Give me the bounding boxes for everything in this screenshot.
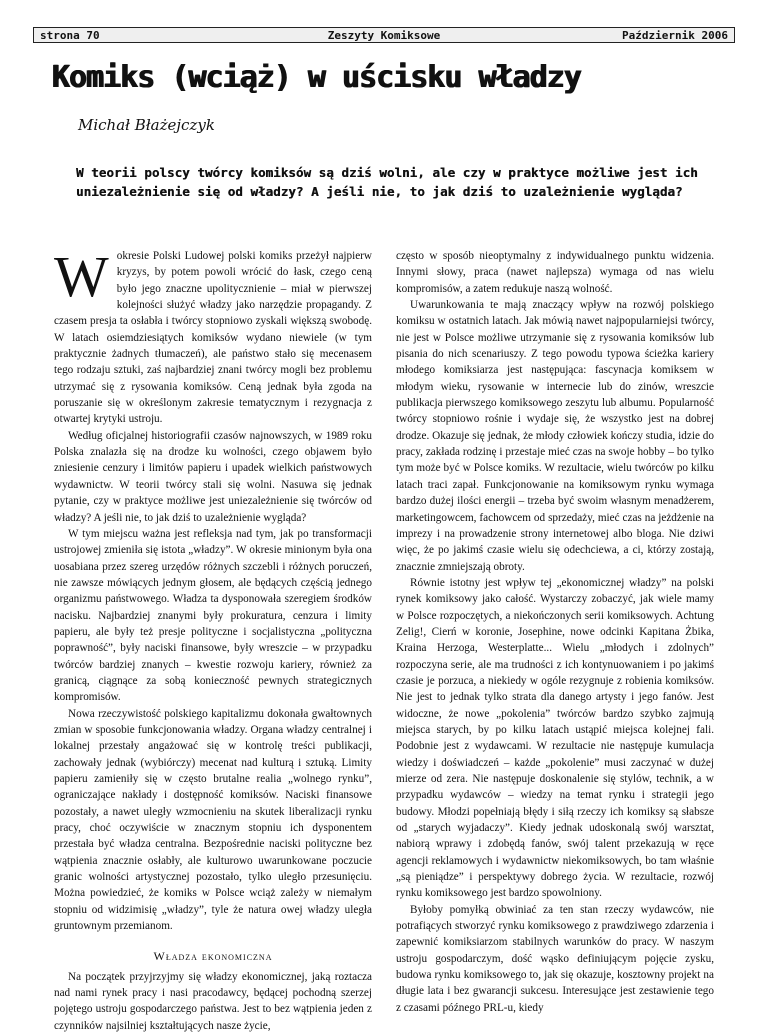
paragraph: Nowa rzeczywistość polskiego kapitalizmu dokonała gwałtownych zmian w sposobie funkcjonowania władzy. Organa władzy centralnej i lokalnej przestały angażować się w kontrolę treści publikacji, zachowały jednak (wybiórczy) mecenat nad kulturą i sztuką. Limity papieru zamieniły się w często brutalne realia „wolnego rynku”, ograniczające nakłady i dostępność komiksów. Naciski finansowe pozostały, a nawet uległy wzmocnieniu na skutek liberalizacji rynku pracy, choć oczywiście w znacznym stopniu ich dysponentem przestała być władza centralna. Bezpośrednie naciski polityczne bez wątpienia znacznie osłabły, ale kulturowo uwarunkowane poczucie granic wolności artystycznej pozostało, tylko uległo przesunięciu. Można powiedzieć, że komiks w Polsce wciąż zależy w niemałym stopniu od widzimisię „władzy”, tyle że natura owej władzy uległa gruntownym przemianom.: [54, 707, 372, 933]
article-lead: W teorii polscy twórcy komiksów są dziś wolni, ale czy w praktyce możliwe jest ich uniezależnienie się od władzy? A jeśli nie, to jak dziś to uzależnienie wygląda?: [76, 165, 698, 199]
text-column-right: [396, 248, 714, 1016]
paragraph: W tym miejscu ważna jest refleksja nad tym, jak po transformacji ustrojowej zmieniła się istota „władzy”. W okresie minionym była ona uosabiana przez szereg urzędów różnych szczebli i różnych poruczeń, nie zawsze mówiących jednym głosem, ale będących częścią jednego organizmu państwowego. Władza ta dysponowała szeregiem środków nacisku. Najbardziej znanymi były prokuratura, cenzura i limity papieru, ale były też presje polityczne i socjalistyczna „polityczna poprawność”, były naciski finansowe, były wreszcie – w przypadku twórców bardziej znanych – kwestie rozwoju kariery, również za granicą, ciągnące za sobą konieczność pewnych strategicznych kompromisów.: [54, 527, 372, 704]
paragraph: często w sposób nieoptymalny z indywidualnego punktu widzenia. Innymi słowy, praca (nawet najlepsza) wymaga od nas wielu kompromisów, a zatem redukuje naszą wolność.: [396, 250, 714, 295]
paragraph: Według oficjalnej historiografii czasów najnowszych, w 1989 roku Polska znalazła się na drodze ku wolności, czego objawem było zniesienie cenzury i limitów papieru i upadek wielkich państwowych wydawnictw. W teorii twórcy stali się wolni. Nasuwa się jednak pytanie, czy w praktyce możliwe jest uniezależnienie się twórców od władzy? A jeśli nie, to jak dziś to uzależnienie wygląda?: [54, 429, 372, 524]
article-author: Michał Błażejczyk: [78, 116, 215, 134]
issue-date: Październik 2006: [622, 29, 728, 42]
section-heading: Władza ekonomiczna: [153, 949, 273, 964]
article-title: Komiks (wciąż) w uścisku władzy: [52, 60, 581, 95]
paragraph: [54, 244, 372, 428]
paragraph-text: okresie Polski Ludowej polski komiks przeżył najpierw kryzys, by potem powoli wrócić do łask, czego ceną było jego znaczne upolitycznienie – miał w pierwszej kolejności służyć władzy jako narzędzie propagandy. Z czasem presja ta osłabła i twórcy stopniowo zyskali większą swobodę. W latach osiemdziesiątych komiksów wydano niewiele (w tym praktycznie żadnych tłumaczeń), ale państwo stało się mecenasem tego rodzaju sztuki, zaś najbardziej znani twórcy mogli bez problemu utrzymać się z rysowania komiksów. Ceną jednak była zgoda na poruszanie się w określonym zakresie tematycznym i rezygnacja z otwartej krytyki ustroju.: [54, 250, 372, 426]
magazine-name: Zeszyty Komiksowe: [327, 29, 441, 42]
text-column-left: [54, 244, 372, 1034]
paragraph: Na początek przyjrzyjmy się władzy ekonomicznej, jaką roztacza nad nami rynek pracy i nasi pracodawcy, będącej pochodną szerzej pojętego ustroju gospodarczego państwa. Jest to bez wątpienia jeden z czynników najsilniej kształtujących nasze życie,: [54, 970, 372, 1032]
running-header: [33, 27, 735, 43]
paragraph: Byłoby pomyłką obwiniać za ten stan rzeczy wydawców, nie potrafiących stworzyć rynku komiksowego z prawdziwego zdarzenia i zapewnić komiksiarzom stabilnych warunków do pracy. W naszym ustroju gospodarczym, dość wąsko definiującym pojęcie zysku, budowa rynku komiksowego to, jak się okazuje, kosztowny projekt na długie lata i bez gwarancji sukcesu. Interesujące jest zestawienie tego z czasami późnego PRL-u, kiedy: [396, 903, 714, 1014]
drop-cap: W: [54, 244, 109, 309]
page-number: strona 70: [40, 29, 100, 42]
paragraph: Równie istotny jest wpływ tej „ekonomicznej władzy” na polski rynek komiksowy jako całość. Wystarczy zobaczyć, jak wiele mamy w Polsce rozpoczętych, a niekończonych serii komiksowych. Achtung Zelig!, Cierń w koronie, Josephine, nowe odcinki Kapitana Żbika, Kraina Herzoga, Westerplatte... Wielu „młodych i zdolnych” rozpoczyna serie, ale ma trudności z ich kontynuowaniem i po jakimś czasie je porzuca, a niekiedy w ogóle rezygnuje z robienia komiksów. Nie jest to jednak tylko strata dla danego artysty i jego fanów. Jest widoczne, że nowe „pokolenia” twórców bardzo szybko zajmują miejsca starych, by po kilku latach ustąpić miejsca kolejnej fali. Podobnie jest z wydawcami. W rezultacie nie następuje kumulacja wiedzy i doświadczeń – każde „pokolenie” musi zaczynać w dużej mierze od zera. Nie następuje doskonalenie się stylów, technik, a w przypadku wydawców – wiedzy na temat rynku i strategii jego budowy. Młodzi popełniają błędy i siłą rzeczy ich komiksy są słabsze od „starych wyjadaczy”. Kiedy jednak udoskonalą swój warsztat, nabiorą wprawy i zdobędą fanów, swój talent przekazują w ręce agencji reklamowych i wydawnictw niekomiksowych, bo tam właśnie „są pieniądze” i perspektywy dobrego życia. W rezultacie, rozwój rynku komiksowego jest bardzo spowolniony.: [396, 576, 714, 900]
paragraph: Uwarunkowania te mają znaczący wpływ na rozwój polskiego komiksu w ostatnich latach. Jak mówią nawet najpopularniejsi twórcy, nie jest w Polsce możliwe utrzymanie się z rysowania komiksów lub pisania do nich scenariuszy. Z tego powodu typowa ścieżka kariery młodego komiksiarza jest następująca: fascynacja komiksem w młodym wieku, rysowanie w internecie lub do zinów, wreszcie publikacja pierwszego komiksowego zeszytu lub albumu. Popularność twórcy stopniowo rośnie i wydaje się, że wszystko jest na dobrej drodze. Okazuje się jednak, że młody człowiek kończy studia, idzie do pracy, zakłada rodzinę i przestaje mieć czas na swoje hobby – bo tylko tym może być w Polsce komiks. W rezultacie, wielu twórców po kilku latach traci zapał. Funkcjonowanie na komiksowym rynku wymaga bardzo dużej ilości energii – trzeba być swoim własnym menadżerem, marketingowcem, fachowcem od sprzedaży, mieć czas na jeżdżenie na imprezy i na prowadzenie strony internetowej albo bloga. Nie dziwi więc, że po jakimś czasie wielu się odechciewa, a ci, którzy zostają, znacznie zmniejszają obroty.: [396, 299, 714, 573]
